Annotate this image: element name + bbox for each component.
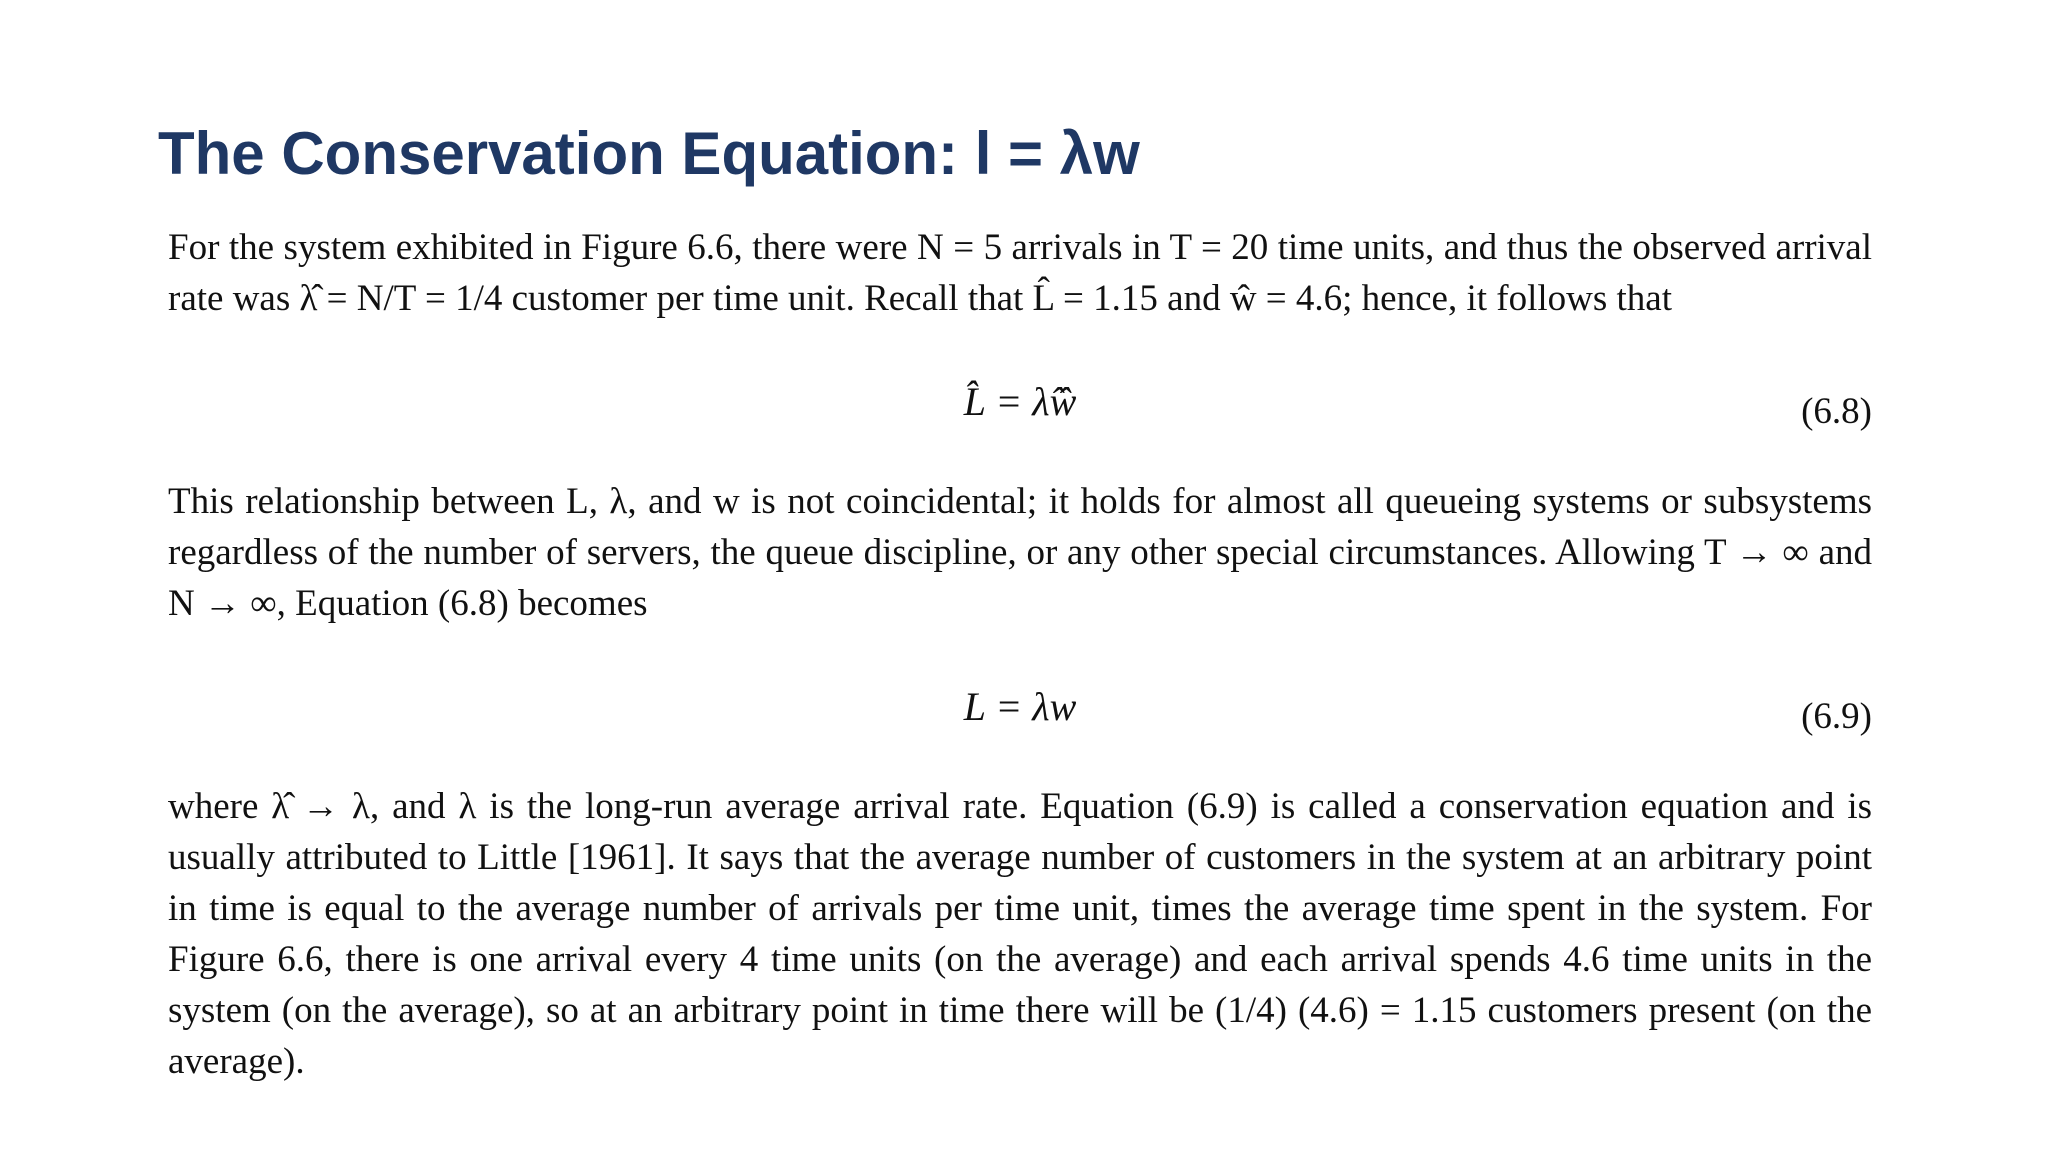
paragraph-relationship: This relationship between L, λ, and w is not coincidental; it holds for almost all queueing systems or subsystems regardless of the number of servers, the queue discipline, or any other special circumstances. Allowing T → ∞ and N → ∞, Equation (6.8) becomes (168, 481, 1872, 624)
equation-6-8: L̂ = λ̂ŵ (963, 379, 1077, 424)
equation-6-8-row (168, 368, 1872, 436)
equation-6-9: L = λw (963, 684, 1077, 729)
slide-title: The Conservation Equation: l = λw (158, 120, 1140, 187)
equation-6-9-number: (6.9) (1801, 696, 1872, 737)
paragraph-observed-rates: For the system exhibited in Figure 6.6, there were N = 5 arrivals in T = 20 time units, and thus the observed arrival rate was λ̂ = N/T = 1/4 customer per time unit. Recall that L̂ = 1.15 and ŵ = 4.6; hence, it follows that (168, 227, 1872, 319)
textbook-excerpt (168, 222, 1872, 1087)
paragraph-littles-law: where λ̂ → λ, and λ is the long-run average arrival rate. Equation (6.9) is called a conservation equation and is usually attributed to Little [1961]. It says that the average number of customers in the system at an arbitrary point in time is equal to the average number of arrivals per time unit, times the average time spent in the system. For Figure 6.6, there is one arrival every 4 time units (on the average) and each arrival spends 4.6 time units in the system (on the average), so at an arbitrary point in time there will be (1/4) (4.6) = 1.15 customers present (on the average). (168, 786, 1872, 1082)
equation-6-9-row (168, 673, 1872, 741)
equation-6-8-number: (6.8) (1801, 391, 1872, 432)
